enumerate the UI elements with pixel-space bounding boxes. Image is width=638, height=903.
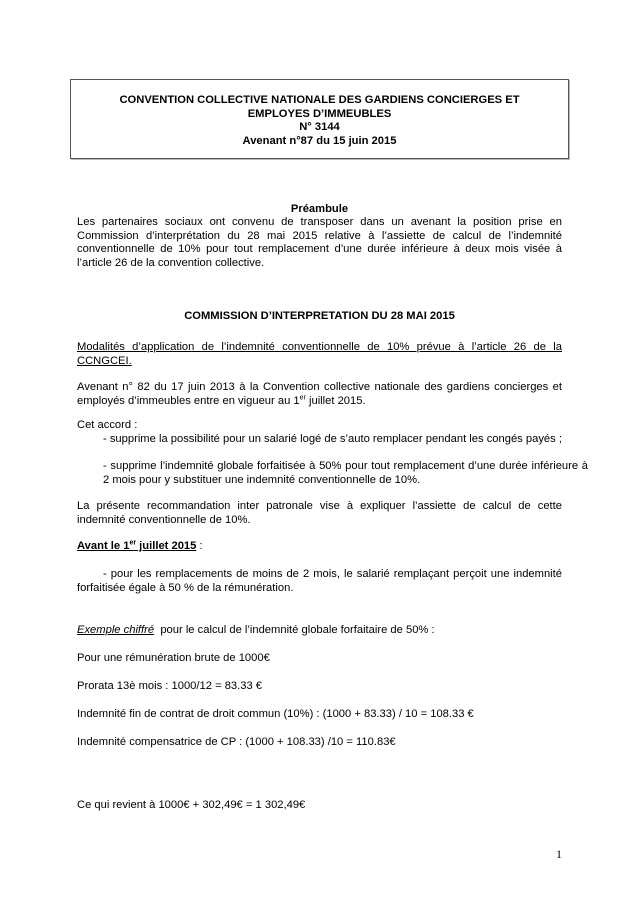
avenant-sup: er xyxy=(299,393,306,401)
avenant-text: Avenant n° 82 du 17 juin 2013 à la Convention collective nationale des gardiens concierges et employés d’immeubles entre en vigueur au 1 xyxy=(77,381,562,407)
preambule-text: Les partenaires sociaux ont convenu de transposer dans un avenant la position prise en Commission d’interprétation du 28 mai 2015 relative à l’assiette de calcul de l’indemnité conventionnelle de 10% pour tout remplacement d’une durée inférieure à deux mois visée à l’article 26 de la convention collective. xyxy=(77,216,562,269)
recommandation-text: La présente recommandation inter patronale vise à expliquer l’assiette de calcul de cette indemnité conventionnelle de 10%. xyxy=(77,500,562,526)
exemple-line-2: Prorata 13è mois : 1000/12 = 83.33 € xyxy=(77,680,263,692)
title-line-4: Avenant n°87 du 15 juin 2015 xyxy=(242,134,397,147)
title-line-2: EMPLOYES D’IMMEUBLES xyxy=(247,107,392,120)
exemple-text: pour le calcul de l’indemnité globale forfaitaire de 50% : xyxy=(154,624,435,636)
exemple-line-4: Indemnité compensatrice de CP : (1000 + 108.33) /10 = 110.83€ xyxy=(77,736,396,748)
accord-item-1: - supprime la possibilité pour un salarié logé de s’auto remplacer pendant les congés payés ; xyxy=(103,433,562,445)
avenant-paragraph xyxy=(77,381,562,408)
avant-colon: : xyxy=(196,540,203,552)
exemple-line-5: Ce qui revient à 1000€ + 302,49€ = 1 302,49€ xyxy=(77,799,306,811)
title-line-1: CONVENTION COLLECTIVE NATIONALE DES GARDIENS CONCIERGES ET xyxy=(119,94,520,106)
page-number: 1 xyxy=(556,847,562,861)
avant-text: - pour les remplacements de moins de 2 mois, le salarié remplaçant perçoit une indemnité forfaitisée égale à 50 % de la rémunération. xyxy=(77,568,562,594)
title-line-3: N° 3144 xyxy=(299,121,340,133)
commission-title: COMMISSION D’INTERPRETATION DU 28 MAI 2015 xyxy=(184,310,455,322)
commission-subtitle: Modalités d’application de l’indemnité conventionnelle de 10% prévue à l’article 26 de la CCNGCEI. xyxy=(77,341,562,367)
exemple-line-3: Indemnité fin de contrat de droit commun (10%) : (1000 + 83.33) / 10 = 108.33 € xyxy=(77,708,474,720)
exemple-heading xyxy=(77,624,562,638)
avenant-text-end: juillet 2015. xyxy=(305,394,366,407)
avant-label: Avant le 1er juillet 2015 xyxy=(77,539,197,552)
accord-item-2: - supprime l’indemnité globale forfaitisée à 50% pour tout remplacement d’une durée inférieure à 2 mois pour y substituer une indemnité conventionnelle de 10%. xyxy=(103,460,588,486)
exemple-line-1: Pour une rémunération brute de 1000€ xyxy=(77,652,270,664)
title-box xyxy=(70,79,569,159)
accord-intro: Cet accord : xyxy=(77,419,138,431)
exemple-label: Exemple chiffré xyxy=(77,624,155,636)
preambule-title: Préambule xyxy=(290,203,349,215)
avant-heading xyxy=(77,540,562,554)
